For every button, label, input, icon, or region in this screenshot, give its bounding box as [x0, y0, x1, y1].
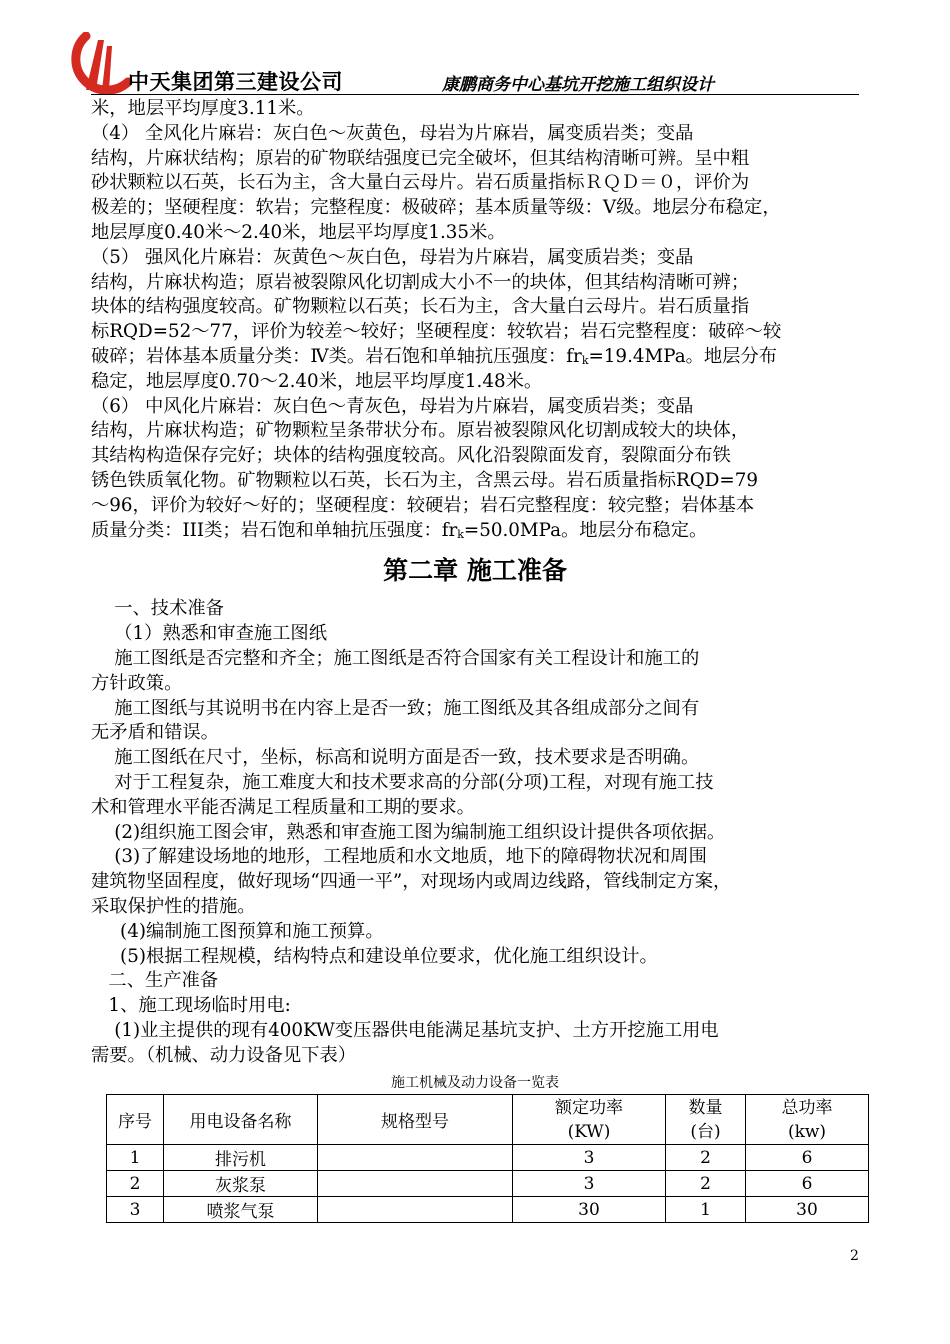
header-cell: 规格型号 — [318, 1095, 513, 1145]
text-line — [91, 345, 859, 370]
text-segment: 质量分类：III类；岩石饱和单轴抗压强度：fr — [91, 519, 458, 541]
text-line: (5)根据工程规模，结构特点和建设单位要求，优化施工组织设计。 — [91, 945, 658, 967]
table-cell — [318, 1171, 513, 1197]
table-caption: 施工机械及动力设备一览表 — [391, 1075, 559, 1091]
section-heading: 二、生产准备 — [91, 970, 219, 992]
text-line: （4） 全风化片麻岩：灰白色～灰黄色，母岩为片麻岩，属变质岩类；变晶 — [91, 122, 694, 144]
text-line: 采取保护性的措施。 — [91, 895, 256, 917]
document-body — [91, 97, 859, 1068]
table-cell: 2 — [107, 1171, 164, 1197]
table-cell: 1 — [666, 1197, 746, 1223]
text-line: 方针政策。 — [91, 672, 183, 694]
text-line: 锈色铁质氧化物。矿物颗粒以石英，长石为主，含黑云母。岩石质量指标RQD=79 — [91, 469, 758, 491]
chapter-heading: 第二章 施工准备 — [383, 556, 567, 586]
table-row — [107, 1171, 869, 1197]
text-line: (4)编制施工图预算和施工预算。 — [91, 920, 384, 942]
text-line: 1、施工现场临时用电: — [91, 995, 291, 1017]
text-line: 施工图纸与其说明书在内容上是否一致；施工图纸及其各组成部分之间有 — [91, 697, 700, 719]
text-line: 标RQD=52～77，评价为较差～较好；坚硬程度：较软岩；岩石完整程度：破碎～较 — [91, 321, 782, 343]
text-segment: =19.4MPa。地层分布 — [588, 345, 778, 367]
text-line: 建筑物坚固程度，做好现场“四通一平”，对现场内或周边线路，管线制定方案， — [91, 871, 732, 893]
header-cell: 序号 — [107, 1095, 164, 1145]
text-line: (2)组织施工图会审，熟悉和审查施工图为编制施工组织设计提供各项依据。 — [91, 821, 726, 843]
header-divider — [91, 94, 859, 95]
text-segment: =50.0MPa。地层分布稳定。 — [463, 519, 708, 541]
table-cell: 30 — [513, 1197, 666, 1223]
table-cell: 1 — [107, 1145, 164, 1171]
text-line: (3)了解建设场地的地形，工程地质和水文地质，地下的障碍物状况和周围 — [91, 846, 707, 868]
text-line: 对于工程复杂，施工难度大和技术要求高的分部(分项)工程，对现有施工技 — [91, 771, 714, 793]
text-line: （1）熟悉和审查施工图纸 — [91, 623, 327, 645]
text-segment: 破碎；岩体基本质量分类：Ⅳ类。岩石饱和单轴抗压强度：fr — [91, 345, 582, 367]
table-cell: 灰浆泵 — [164, 1171, 318, 1197]
table-cell — [318, 1145, 513, 1171]
text-line: ～96，评价为较好～好的；坚硬程度：较硬岩；岩石完整程度：较完整；岩体基本 — [91, 494, 755, 516]
text-line: 块体的结构强度较高。矿物颗粒以石英；长石为主，含大量白云母片。岩石质量指 — [91, 296, 750, 318]
text-line: 结构，片麻状构造；原岩被裂隙风化切割成大小不一的块体，但其结构清晰可辨； — [91, 271, 750, 293]
equipment-table — [106, 1094, 869, 1223]
table-cell: 3 — [513, 1171, 666, 1197]
table-cell: 3 — [107, 1197, 164, 1223]
table-cell: 6 — [746, 1145, 869, 1171]
text-line: 结构，片麻状构造；矿物颗粒呈条带状分布。原岩被裂隙风化切割成较大的块体， — [91, 420, 750, 442]
company-name: 中天集团第三建设公司 — [128, 70, 343, 94]
table-header-row — [107, 1095, 869, 1145]
table-cell: 喷浆气泵 — [164, 1197, 318, 1223]
header-cell: 用电设备名称 — [164, 1095, 318, 1145]
text-line: 其结构构造保存完好；块体的结构强度较高。风化沿裂隙面发育，裂隙面分布铁 — [91, 445, 731, 467]
text-line: 施工图纸在尺寸，坐标，标高和说明方面是否一致，技术要求是否明确。 — [91, 747, 700, 769]
table-cell: 30 — [746, 1197, 869, 1223]
table-cell: 2 — [666, 1171, 746, 1197]
text-line: （6） 中风化片麻岩：灰白色～青灰色，母岩为片麻岩，属变质岩类；变晶 — [91, 395, 694, 417]
text-line: 米，地层平均厚度3.11米。 — [91, 98, 315, 119]
table-cell: 排污机 — [164, 1145, 318, 1171]
header-cell: 数量 (台) — [666, 1095, 746, 1145]
text-line: 施工图纸是否完整和齐全；施工图纸是否符合国家有关工程设计和施工的 — [91, 647, 700, 669]
text-line: 极差的；坚硬程度：软岩；完整程度：极破碎；基本质量等级：Ⅴ级。地层分布稳定， — [91, 197, 781, 219]
page-number: 2 — [850, 1248, 859, 1264]
text-line — [91, 519, 859, 544]
section-heading: 一、技术准备 — [91, 598, 224, 620]
text-line: 术和管理水平能否满足工程质量和工期的要求。 — [91, 796, 475, 818]
text-line: 地层厚度0.40米～2.40米，地层平均厚度1.35米。 — [91, 221, 506, 243]
table-cell: 6 — [746, 1171, 869, 1197]
subscript: k — [581, 353, 589, 367]
text-line: 需要。（机械、动力设备见下表） — [91, 1044, 357, 1066]
text-line: 结构，片麻状结构；原岩的矿物联结强度已完全破坏，但其结构清晰可辨。呈中粗 — [91, 147, 750, 169]
table-cell — [318, 1197, 513, 1223]
text-line: (1)业主提供的现有400KW变压器供电能满足基坑支护、土方开挖施工用电 — [91, 1019, 719, 1041]
header-cell: 总功率 (kw) — [746, 1095, 869, 1145]
table-cell: 2 — [666, 1145, 746, 1171]
table-cell: 3 — [513, 1145, 666, 1171]
table-row — [107, 1197, 869, 1223]
subscript: k — [457, 527, 464, 541]
text-line: 无矛盾和错误。 — [91, 722, 219, 744]
text-line: 稳定，地层厚度0.70～2.40米，地层平均厚度1.48米。 — [91, 370, 543, 392]
text-line: 砂状颗粒以石英，长石为主，含大量白云母片。岩石质量指标ＲＱＤ＝０，评价为 — [91, 172, 750, 194]
table-row — [107, 1145, 869, 1171]
text-line: （5） 强风化片麻岩：灰黄色～灰白色，母岩为片麻岩，属变质岩类；变晶 — [91, 246, 694, 268]
header-cell: 额定功率 (KW) — [513, 1095, 666, 1145]
document-title: 康鹏商务中心基坑开挖施工组织设计 — [442, 75, 714, 95]
